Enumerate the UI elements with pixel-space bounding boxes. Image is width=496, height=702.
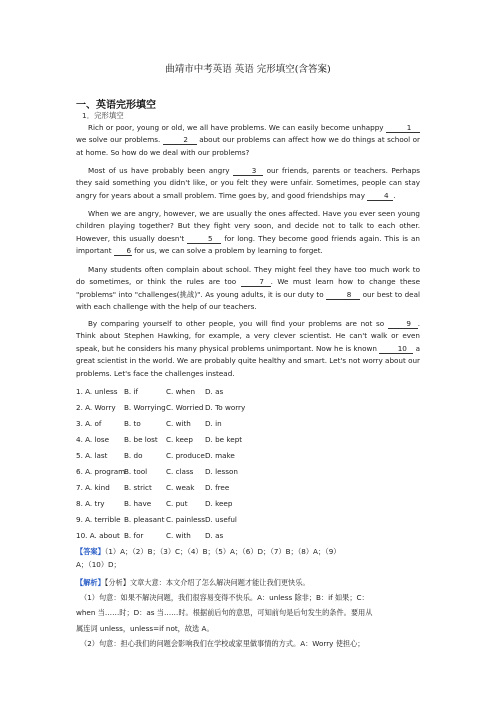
- blank-7: 7: [241, 277, 271, 287]
- option-a: 6. A. program: [76, 467, 126, 476]
- option-d: D. useful: [205, 515, 237, 524]
- paragraph-1: [76, 122, 420, 159]
- p3-text-c: for long. They become good friends again. This is an important: [76, 233, 420, 256]
- p4-text-d: our best to deal with each challenge with the help of our teachers.: [76, 289, 420, 312]
- option-c: C. produce: [166, 451, 205, 460]
- option-a: 1. A. unless: [76, 387, 118, 396]
- option-d: D. as: [205, 531, 224, 540]
- option-b: B. tool: [124, 467, 148, 476]
- option-c: C. when: [166, 387, 195, 396]
- blank-9: 9: [388, 319, 418, 329]
- option-d: D. as: [205, 387, 224, 396]
- blank-5: 5: [187, 234, 221, 244]
- p4-text-c: . We must learn how to change these "problems" into "challenges(挑战)". As young adults, it is our duty to: [76, 277, 421, 299]
- blank-3: 3: [233, 166, 263, 176]
- blank-2: 2: [163, 135, 197, 145]
- analysis-tag: 【解析】: [76, 578, 105, 587]
- option-b: B. have: [124, 499, 152, 508]
- option-c: C. put: [166, 499, 188, 508]
- answer-tag: 【答案】: [76, 547, 105, 556]
- option-a: 10. A. about: [76, 531, 120, 540]
- p5-text-d: a great scientist in the world. We are probably quite healthy and smart. Let's not worry about our problems. Let's face the challenges instead.: [76, 343, 420, 378]
- option-c: C. Worried: [166, 403, 204, 412]
- analysis-line-1: 【分析】文章大意：本文介绍了怎么解决问题才能让我们更快乐。: [104, 578, 310, 587]
- analysis-line-2: （1）句意：如果不解决问题，我们很容易变得不快乐。A：unless 除非；B：if 如果；C：: [80, 593, 369, 603]
- document-title: 曲靖市中考英语 英语 完形填空(含答案): [165, 64, 331, 75]
- p1-text-d: about our problems can affect how we do things at school or at home. So how do we deal with our problems?: [76, 135, 420, 157]
- option-a: 3. A. of: [76, 419, 102, 428]
- paragraph-5: [76, 318, 420, 380]
- option-b: B. do: [124, 451, 143, 460]
- option-c: C. painless: [166, 515, 206, 524]
- option-c: C. class: [166, 467, 194, 476]
- analysis-line-3: when 当……时；D：as 当……时。根据前后句的意思，可知前句是后句发生的条件。要用从: [76, 608, 373, 618]
- blank-4: 4: [367, 191, 393, 201]
- p4-text-a: Many students often complain about school. They might feel they have too much work to do sometimes, or think the rules are too: [76, 265, 420, 287]
- blank-1: 1: [386, 123, 420, 133]
- analysis-line-5: （2）句意：担心我们的问题会影响我们在学校或家里做事情的方式。A：Worry 使担心；: [80, 638, 365, 648]
- option-d: D. be kept: [205, 435, 243, 444]
- option-d: D. To worry: [205, 403, 246, 412]
- option-b: B. for: [124, 531, 144, 540]
- option-c: C. with: [166, 531, 191, 540]
- answer-block: [76, 545, 420, 571]
- option-c: C. with: [166, 419, 191, 428]
- option-b: B. Worrying: [124, 403, 166, 412]
- option-d: D. lesson: [205, 467, 238, 476]
- paragraph-3: [76, 208, 420, 258]
- p1-text-a: Rich or poor, young or old, we all have problems. We can easily become unhappy: [88, 123, 384, 132]
- option-c: C. keep: [166, 435, 193, 444]
- sub-heading: 1．完形填空: [82, 111, 124, 120]
- option-b: B. to: [124, 419, 141, 428]
- blank-6: 6: [114, 246, 132, 256]
- p1-text-c: we solve our problems.: [76, 135, 161, 145]
- option-b: B. be lost: [124, 435, 158, 444]
- p5-text-a: By comparing yourself to other people, you will find your problems are not so: [88, 319, 385, 328]
- option-b: B. strict: [124, 483, 152, 492]
- option-d: D. in: [205, 419, 222, 428]
- option-a: 2. A. Worry: [76, 403, 116, 412]
- paragraph-2: [76, 165, 420, 202]
- p2-text-a: Most of us have probably been angry: [88, 166, 230, 175]
- option-d: D. keep: [205, 499, 233, 508]
- option-d: D. make: [205, 451, 235, 460]
- option-a: 7. A. kind: [76, 483, 110, 492]
- option-b: B. pleasant: [124, 515, 165, 524]
- answer-line-2: A；（10）D；: [76, 560, 121, 569]
- option-a: 5. A. last: [76, 451, 108, 460]
- p3-text-d: for us, we can solve a problem by learning to forget.: [134, 246, 323, 256]
- analysis-line-4: 属连词 unless，unless=if not，故选 A。: [76, 623, 214, 633]
- answer-line-1: （1）A；（2）B；（3）C；（4）B；（5）A；（6）D；（7）B；（8）A；（9）: [104, 547, 341, 556]
- blank-8: 8: [326, 290, 360, 300]
- p2-text-d: .: [393, 190, 396, 200]
- p3-text-a: When we are angry, however, we are usually the ones affected. Have you ever seen young children playing together? But they fight very soon, and decide not to talk to each other. However, this usually doesn't: [76, 209, 420, 243]
- option-d: D. free: [205, 483, 230, 492]
- option-a: 8. A. try: [76, 499, 105, 508]
- option-a: 4. A. lose: [76, 435, 110, 444]
- p2-text-c: our friends, parents or teachers. Perhaps they said something you didn't like, or you felt they were unfair. Sometimes, people can stay angry for years about a small problem. Time goes by, and good friendships may: [76, 166, 420, 200]
- blank-10: 10: [379, 344, 413, 354]
- paragraph-4: [76, 264, 420, 314]
- section-heading: 一、英语完形填空: [76, 100, 156, 111]
- p5-text-c: . Think about Stephen Hawking, for example, a very clever scientist. He can't walk or even speak, but he considers his many physical problems unimportant. Now he is known: [76, 319, 420, 353]
- option-c: C. weak: [166, 483, 195, 492]
- option-a: 9. A. terrible: [76, 515, 121, 524]
- analysis-block: [76, 575, 420, 651]
- option-b: B. if: [124, 387, 139, 396]
